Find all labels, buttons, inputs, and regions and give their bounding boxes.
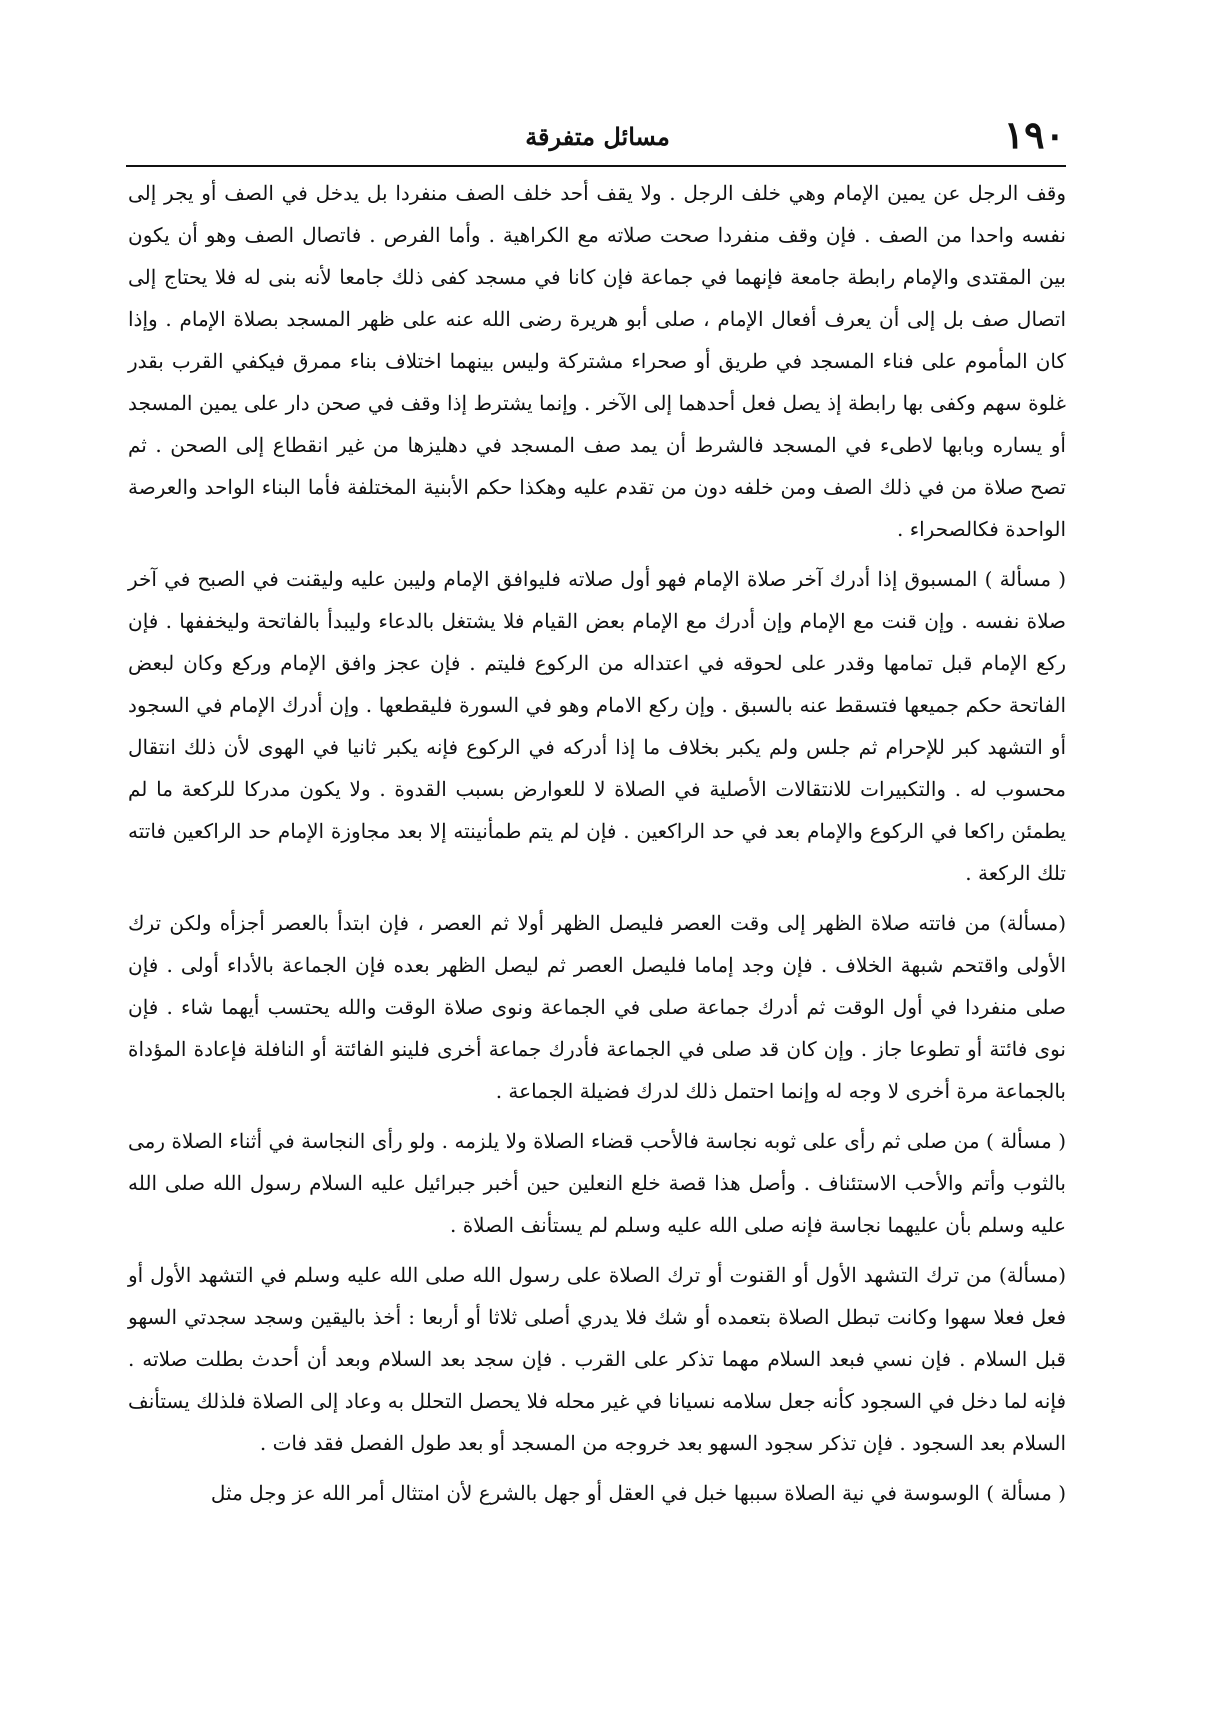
paragraph-waswasa: ( مسألة ) الوسوسة في نية الصلاة سببها خبل في العقل أو جهل بالشرع لأن امتثال أمر الله عز وجل مثل bbox=[210, 1481, 1066, 1505]
paragraph-sujud-sahw: (مسألة) من ترك التشهد الأول أو القنوت أو ترك الصلاة على رسول الله صلى الله عليه وسلم في التشهد الأول أو فعل فعلا سهوا وكانت تبطل الصلاة بتعمده أو شك فلا يدري أصلى ثلاثا أو أربعا : أخذ باليقين وسجد سجدتي السهو قبل السلام . فإن نسي فبعد السلام مهما تذكر على القرب . فإن سجد بعد السلام وبعد أن أحدث بطلت صلاته . فإنه لما دخل في السجود كأنه جعل سلامه نسيانا في غير محله فلا يحصل التحلل به وعاد إلى الصلاة فلذلك يستأنف السلام بعد السجود . فإن تذكر سجود السهو بعد خروجه من المسجد أو بعد طول الفصل فقد فات . bbox=[128, 1263, 1067, 1455]
paragraph-impurity: ( مسألة ) من صلى ثم رأى على ثوبه نجاسة فالأحب قضاء الصلاة ولا يلزمه . ولو رأى النجاسة في أثناء الصلاة رمى بالثوب وأتم والأحب الاستئناف . وأصل هذا قصة خلع النعلين حين أخبر جبرائيل عليه السلام رسول الله صلى الله عليه وسلم بأن عليهما نجاسة فإنه صلى الله عليه وسلم لم يستأنف الصلاة . bbox=[128, 1129, 1066, 1237]
page-number: ١٩٠ bbox=[1003, 112, 1065, 157]
page-header bbox=[130, 108, 1065, 164]
page-body bbox=[128, 172, 1066, 1522]
paragraph-continued: وقف الرجل عن يمين الإمام وهي خلف الرجل . ولا يقف أحد خلف الصف منفردا بل يدخل في الصف أو يجر إلى نفسه واحدا من الصف . فإن وقف منفردا صحت صلاته مع الكراهية . وأما الفرص . فاتصال الصف وهو أن يكون بين المقتدى والإمام رابطة جامعة فإنهما في جماعة فإن كانا في مسجد كفى ذلك جامعا لأنه بنى له فلا يحتاج إلى اتصال صف بل إلى أن يعرف أفعال الإمام ، صلى أبو هريرة رضى الله عنه على ظهر المسجد بصلاة الإمام . وإذا كان المأموم على فناء المسجد في طريق أو صحراء مشتركة وليس بينهما اختلاف بناء ممرق فيكفي القرب بقدر غلوة سهم وكفى بها رابطة إذ يصل فعل أحدهما إلى الآخر . وإنما يشترط إذا وقف في صحن دار على يمين المسجد أو يساره وبابها لاطىء في المسجد فالشرط أن يمد صف المسجد في دهليزها من غير انقطاع إلى الصحن . ثم تصح صلاة من في ذلك الصف ومن خلفه دون من تقدم عليه وهكذا حكم الأبنية المختلفة فأما البناء الواحد والعرصة الواحدة فكالصحراء . bbox=[128, 181, 1067, 541]
paragraph-missed-zuhr: (مسألة) من فاتته صلاة الظهر إلى وقت العصر فليصل الظهر أولا ثم العصر ، فإن ابتدأ بالعصر أجزأه ولكن ترك الأولى واقتحم شبهة الخلاف . فإن وجد إماما فليصل العصر ثم ليصل الظهر بعده فإن الجماعة بالأداء أولى . فإن صلى منفردا في أول الوقت ثم أدرك جماعة صلى في الجماعة ونوى صلاة الوقت والله يحتسب أيهما شاء . فإن نوى فائتة أو تطوعا جاز . وإن كان قد صلى في الجماعة فأدرك جماعة أخرى فلينو الفائتة أو النافلة فإعادة المؤداة بالجماعة مرة أخرى لا وجه له وإنما احتمل ذلك لدرك فضيلة الجماعة . bbox=[128, 911, 1066, 1103]
paragraph-masbuq: ( مسألة ) المسبوق إذا أدرك آخر صلاة الإمام فهو أول صلاته فليوافق الإمام وليبن عليه وليقنت في الصبح في آخر صلاة نفسه . وإن قنت مع الإمام وإن أدرك مع الإمام بعض القيام فلا يشتغل بالدعاء وليبدأ بالفاتحة وليخففها . فإن ركع الإمام قبل تمامها وقدر على لحوقه في اعتداله من الركوع فليتم . فإن عجز وافق الإمام وركع وكان لبعض الفاتحة حكم جميعها فتسقط عنه بالسبق . وإن ركع الامام وهو في السورة فليقطعها . وإن أدرك الإمام في السجود أو التشهد كبر للإحرام ثم جلس ولم يكبر بخلاف ما إذا أدركه في الركوع فإنه يكبر ثانيا في الهوى لأن ذلك انتقال محسوب له . والتكبيرات للانتقالات الأصلية في الصلاة لا للعوارض بسبب القدوة . ولا يكون مدركا للركعة ما لم يطمئن راكعا في الركوع والإمام بعد في حد الراكعين . فإن لم يتم طمأنينته إلا بعد مجاوزة الإمام حد الراكعين فاتته تلك الركعة . bbox=[128, 567, 1066, 885]
running-title: مسائل متفرقة bbox=[525, 122, 670, 151]
header-divider bbox=[126, 165, 1066, 167]
